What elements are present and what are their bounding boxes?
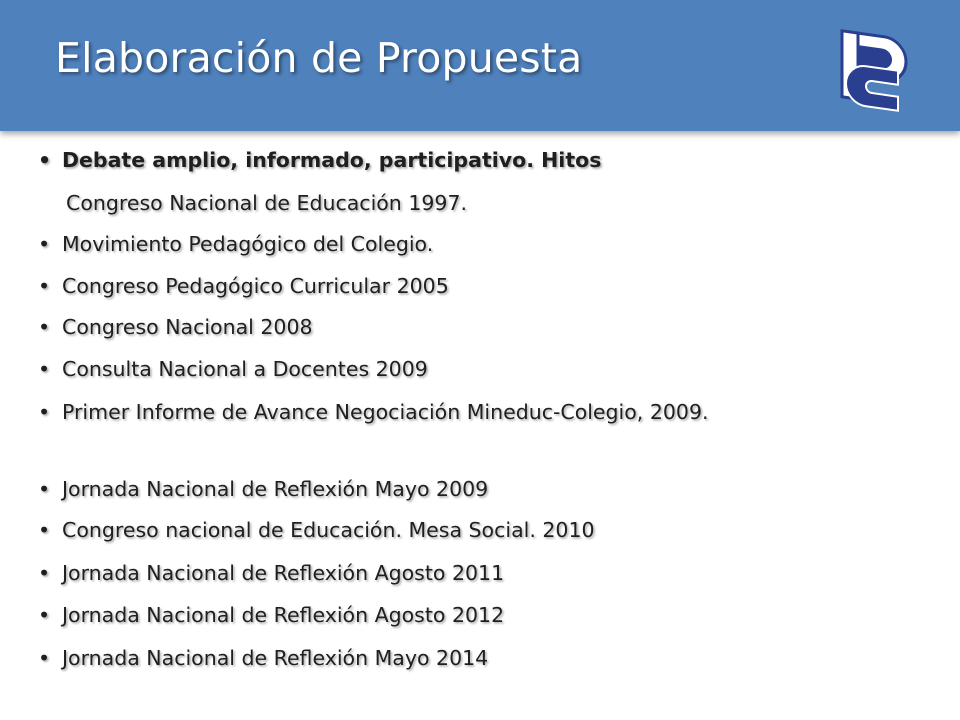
slide-title: Elaboración de Propuesta [55, 34, 583, 82]
bullet-dot-icon: • [38, 274, 51, 298]
bullet-text: Congreso nacional de Educación. Mesa Social. 2010 [62, 518, 595, 542]
bullet-item [38, 232, 433, 257]
bullet-dot-icon: • [38, 400, 51, 424]
bullet-text: Debate amplio, informado, participativo. Hitos [62, 148, 602, 172]
bullet-dot-icon: • [38, 646, 51, 670]
bullet-dot-icon: • [38, 148, 52, 172]
cp-logo-icon [836, 22, 912, 112]
bullet-dot-icon: • [38, 561, 51, 585]
bullet-item [38, 646, 488, 671]
bullet-item [38, 191, 467, 216]
bullet-text: Congreso Pedagógico Curricular 2005 [62, 274, 449, 298]
bullet-text: Jornada Nacional de Reflexión Mayo 2014 [62, 646, 489, 670]
bullet-item [38, 477, 488, 502]
bullet-dot-icon: • [38, 232, 51, 256]
bullet-dot-icon: • [38, 603, 51, 627]
bullet-text: Primer Informe de Avance Negociación Mineduc-Colegio, 2009. [62, 400, 709, 424]
bullet-text: Jornada Nacional de Reflexión Agosto 2011 [62, 561, 505, 585]
bullet-dot-icon: • [38, 518, 51, 542]
bullet-text: Jornada Nacional de Reflexión Mayo 2009 [62, 477, 489, 501]
bullet-dot-icon: • [38, 315, 51, 339]
bullet-text: Jornada Nacional de Reflexión Agosto 2012 [62, 603, 505, 627]
bullet-dot-icon: • [38, 477, 51, 501]
bullet-item [38, 603, 504, 628]
slide-header [0, 0, 960, 131]
bullet-item [38, 148, 601, 173]
bullet-item [38, 274, 449, 299]
bullet-item [38, 400, 762, 425]
bullet-item [38, 315, 313, 340]
bullet-item [38, 518, 595, 543]
bullet-text: Congreso Nacional 2008 [62, 315, 313, 339]
bullet-text: Consulta Nacional a Docentes 2009 [62, 357, 428, 381]
bullet-item [38, 561, 504, 586]
bullet-item [38, 357, 428, 382]
bullet-text: Movimiento Pedagógico del Colegio. [62, 232, 434, 256]
bullet-dot-icon: • [38, 357, 51, 381]
bullet-text: Congreso Nacional de Educación 1997. [66, 191, 468, 215]
